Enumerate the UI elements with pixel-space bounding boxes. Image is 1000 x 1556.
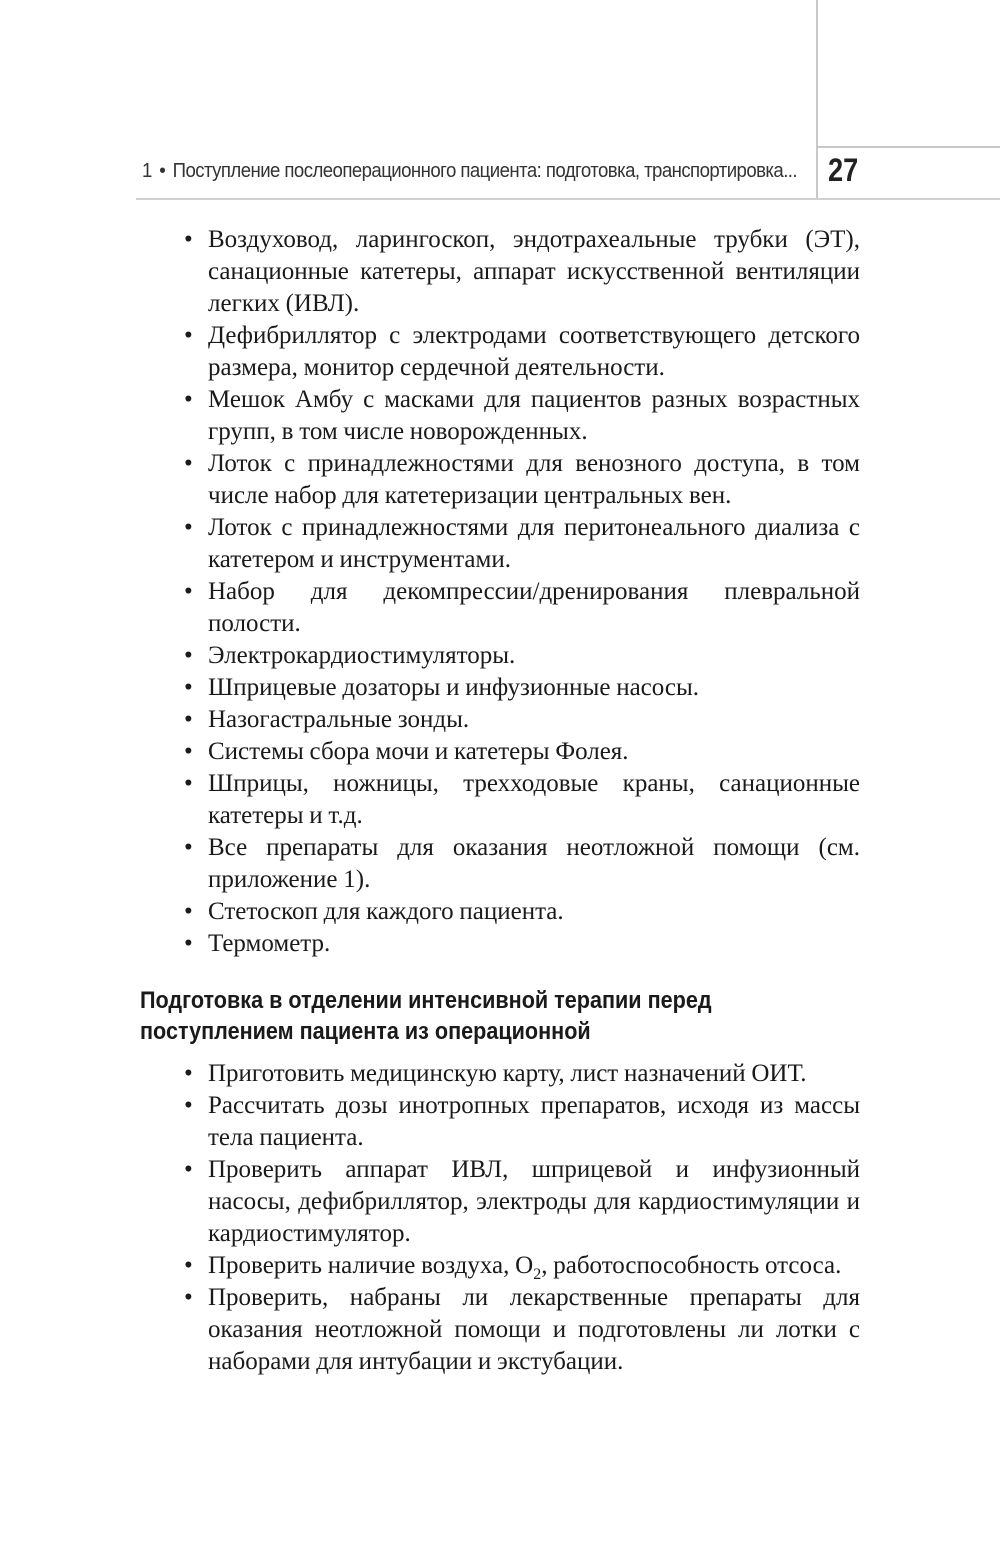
list-item: • Рассчитать дозы инотропных препаратов, исходя из массы тела пациента. xyxy=(182,1090,860,1154)
list-item: • Системы сбора мочи и катетеры Фолея. xyxy=(182,736,860,768)
section-heading xyxy=(140,985,788,1047)
icu-preparation-section xyxy=(182,1058,860,1378)
list-item xyxy=(182,1250,860,1282)
list-item: • Дефибриллятор с электродами соответствующего детского размера, монитор сердечной деятельности. xyxy=(182,320,860,384)
list-item: • Лоток с принадлежностями для венозного доступа, в том числе набор для катетеризации центральных вен. xyxy=(182,448,860,512)
section-heading-line-1: Подготовка в отделении интенсивной терапии перед xyxy=(140,987,712,1014)
running-head-separator: • xyxy=(159,160,166,182)
list-item: • Термометр. xyxy=(182,928,860,960)
equipment-list-section xyxy=(182,224,860,960)
list-item: • Проверить, набраны ли лекарственные препараты для оказания неотложной помощи и подготовлены ли лотки с наборами для интубации и экстубации. xyxy=(182,1282,860,1378)
list-item: • Проверить аппарат ИВЛ, шприцевой и инфузионный насосы, дефибриллятор, электроды для кардиостимуляции и кардиостимулятор. xyxy=(182,1154,860,1250)
list-item-text-end: , работоспособность отсоса. xyxy=(541,1252,842,1279)
list-item: • Приготовить медицинскую карту, лист назначений ОИТ. xyxy=(182,1058,860,1090)
list-item: • Все препараты для оказания неотложной помощи (см. приложение 1). xyxy=(182,832,860,896)
list-item: • Шприцевые дозаторы и инфузионные насосы. xyxy=(182,672,860,704)
chapter-number: 1 xyxy=(142,160,152,182)
header-vertical-rule xyxy=(816,0,818,198)
equipment-list xyxy=(182,224,860,960)
icu-preparation-list xyxy=(182,1058,860,1378)
list-item: • Набор для декомпрессии/дренирования плевральной полости. xyxy=(182,576,860,640)
list-item: • Шприцы, ножницы, трехходовые краны, санационные катетеры и т.д. xyxy=(182,768,860,832)
oxygen-subscript: 2 xyxy=(533,1266,542,1283)
section-heading-line-2: поступлением пациента из операционной xyxy=(140,1018,591,1045)
list-item: • Назогастральные зонды. xyxy=(182,704,860,736)
running-head-title: Поступление послеоперационного пациента: подготовка, транспортировка... xyxy=(172,160,798,182)
list-item: • Электрокардиостимуляторы. xyxy=(182,640,860,672)
list-item: • Мешок Амбу с масками для пациентов разных возрастных групп, в том числе новорожденных. xyxy=(182,384,860,448)
running-head xyxy=(142,160,798,183)
page-number-top-rule xyxy=(816,146,1000,148)
list-item: • Воздуховод, ларингоскоп, эндотрахеальные трубки (ЭТ), санационные катетеры, аппарат искусственной вентиляции легких (ИВЛ). xyxy=(182,224,860,320)
header-bottom-rule xyxy=(136,198,1000,200)
page-number: 27 xyxy=(828,152,859,188)
list-item-text-start: Проверить наличие воздуха, О xyxy=(208,1252,534,1279)
list-item: • Лоток с принадлежностями для перитонеального диализа с катетером и инструментами. xyxy=(182,512,860,576)
list-item: • Стетоскоп для каждого пациента. xyxy=(182,896,860,928)
